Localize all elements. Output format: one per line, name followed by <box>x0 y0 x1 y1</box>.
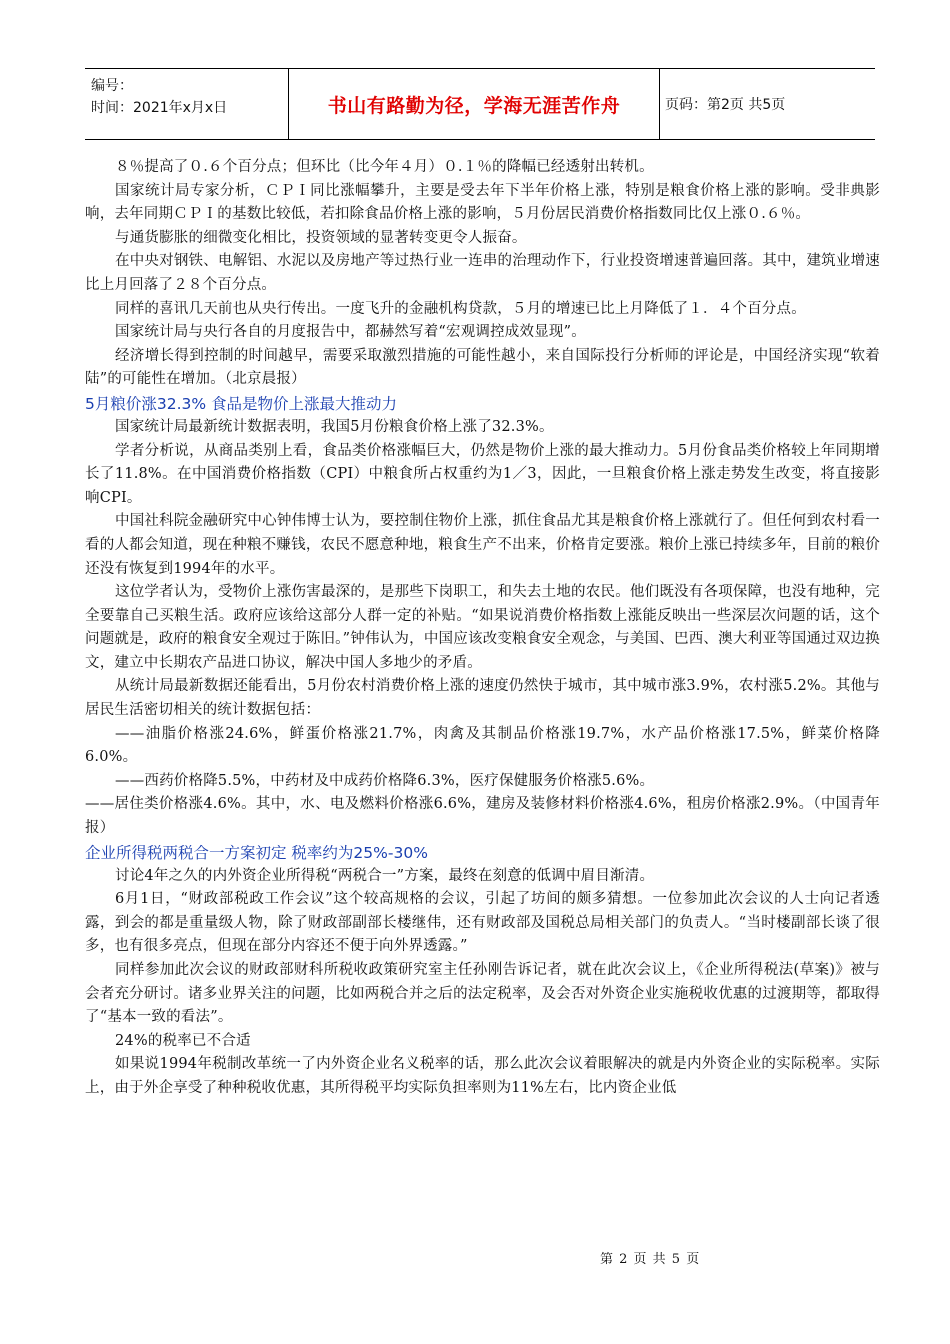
paragraph: 6月1日，“财政部税政工作会议”这个较高规格的会议，引起了坊间的颇多猜想。一位参加此次会议的人士向记者透露，到会的都是重量级人物，除了财政部副部长楼继伟，还有财政部及国税总局相关部门的负责人。“当时楼副部长谈了很多，也有很多亮点，但现在部分内容还不便于向外界透露。” <box>85 891 880 955</box>
paragraph: ——油脂价格涨24.6%，鲜蛋价格涨21.7%，肉禽及其制品价格涨19.7%，水产品价格涨17.5%，鲜菜价格降6.0%。 <box>85 725 880 766</box>
paragraph: 学者分析说，从商品类别上看，食品类价格涨幅巨大，仍然是物价上涨的最大推动力。5月份食品类价格较上年同期增长了11.8%。在中国消费价格指数（CPI）中粮食所占权重约为1／3，因此，一旦粮食价格上涨走势发生改变，将直接影响CPI。 <box>85 442 880 506</box>
number-label: 编号： <box>91 78 133 94</box>
subheading-paragraph: 24%的税率已不合适 <box>115 1032 251 1049</box>
paragraph: ——西药价格降5.5%，中药材及中成药价格降6.3%，医疗保健服务价格涨5.6%。 <box>115 772 655 789</box>
paragraph-noindent: ——居住类价格涨4.6%。其中，水、电及燃料价格涨6.6%，建房及装修材料价格涨4.6%，租房价格涨2.9%。（中国青年报） <box>85 796 880 837</box>
paragraph: ８％提高了０.６个百分点；但环比（比今年４月）０.１％的降幅已经透射出转机。 <box>115 159 654 175</box>
paragraph: 国家统计局专家分析，ＣＰＩ同比涨幅攀升，主要是受去年下半年价格上涨，特别是粮食价格上涨的影响。受非典影响，去年同期ＣＰＩ的基数比较低，若扣除食品价格上涨的影响，５月份居民消费价格指数同比仅上涨０.６％。 <box>85 182 880 223</box>
paragraph: 在中央对钢铁、电解铝、水泥以及房地产等过热行业一连串的治理动作下，行业投资增速普遍回落。其中，建筑业增速比上月回落了２８个百分点。 <box>85 253 880 293</box>
section-heading: 企业所得税两税合一方案初定 税率约为25%-30% <box>85 843 428 862</box>
document-body <box>85 156 880 1101</box>
paragraph: 与通货膨胀的细微变化相比，投资领域的显著转变更令人振奋。 <box>115 229 527 246</box>
header-table <box>85 68 875 140</box>
paragraph: 经济增长得到控制的时间越早，需要采取激烈措施的可能性越小，来自国际投行分析师的评论是，中国经济实现“软着陆”的可能性在增加。（北京晨报） <box>85 347 880 388</box>
paragraph: 同样的喜讯几天前也从央行传出。一度飞升的金融机构贷款，５月的增速已比上月降低了１．４个百分点。 <box>115 300 806 317</box>
paragraph: 这位学者认为，受物价上涨伤害最深的，是那些下岗职工，和失去土地的农民。他们既没有各项保障，也没有地种，完全要靠自己买粮生活。政府应该给这部分人群一定的补贴。“如果说消费价格指数上涨能反映出一些深层次问题的话，这个问题就是，政府的粮食安全观过于陈旧。”钟伟认为，中国应该改变粮食安全观念，与美国、巴西、澳大利亚等国通过双边换文，建立中长期农产品进口协议，解决中国人多地少的矛盾。 <box>85 584 880 671</box>
page-footer: 第 2 页 共 5 页 <box>600 1252 701 1267</box>
header-left-cell <box>85 69 287 139</box>
page-label: 页码：第2页 共5页 <box>665 97 786 113</box>
motto: 书山有路勤为径，学海无涯苦作舟 <box>288 69 660 139</box>
paragraph: 从统计局最新数据还能看出，5月份农村消费价格上涨的速度仍然快于城市，其中城市涨3.9%，农村涨5.2%。其他与居民生活密切相关的统计数据包括： <box>85 678 880 719</box>
paragraph: 中国社科院金融研究中心钟伟博士认为，要控制住物价上涨，抓住食品尤其是粮食价格上涨就行了。但任何到农村看一看的人都会知道，现在种粮不赚钱，农民不愿意种地，粮食生产不出来，价格肯定要涨。粮价上涨已持续多年，目前的粮价还没有恢复到1994年的水平。 <box>85 513 880 577</box>
paragraph: 国家统计局与央行各自的月度报告中，都赫然写着“宏观调控成效显现”。 <box>115 324 586 341</box>
paragraph: 如果说1994年税制改革统一了内外资企业名义税率的话，那么此次会议着眼解决的就是内外资企业的实际税率。实际上，由于外企享受了种种税收优惠，其所得税平均实际负担率则为11%左右，比内资企业低 <box>85 1056 880 1096</box>
time-label: 时间：2021年x月x日 <box>91 100 228 116</box>
section-heading: 5月粮价涨32.3% 食品是物价上涨最大推动力 <box>85 394 398 413</box>
paragraph: 国家统计局最新统计数据表明，我国5月份粮食价格上涨了32.3%。 <box>115 418 554 435</box>
paragraph: 讨论4年之久的内外资企业所得税“两税合一”方案，最终在刻意的低调中眉目渐清。 <box>115 867 655 884</box>
paragraph: 同样参加此次会议的财政部财科所税收政策研究室主任孙刚告诉记者，就在此次会议上，《企业所得税法(草案)》被与会者充分研讨。诸多业界关注的问题，比如两税合并之后的法定税率，及会否对外资企业实施税收优惠的过渡期等，都取得了“基本一致的看法”。 <box>85 962 880 1026</box>
